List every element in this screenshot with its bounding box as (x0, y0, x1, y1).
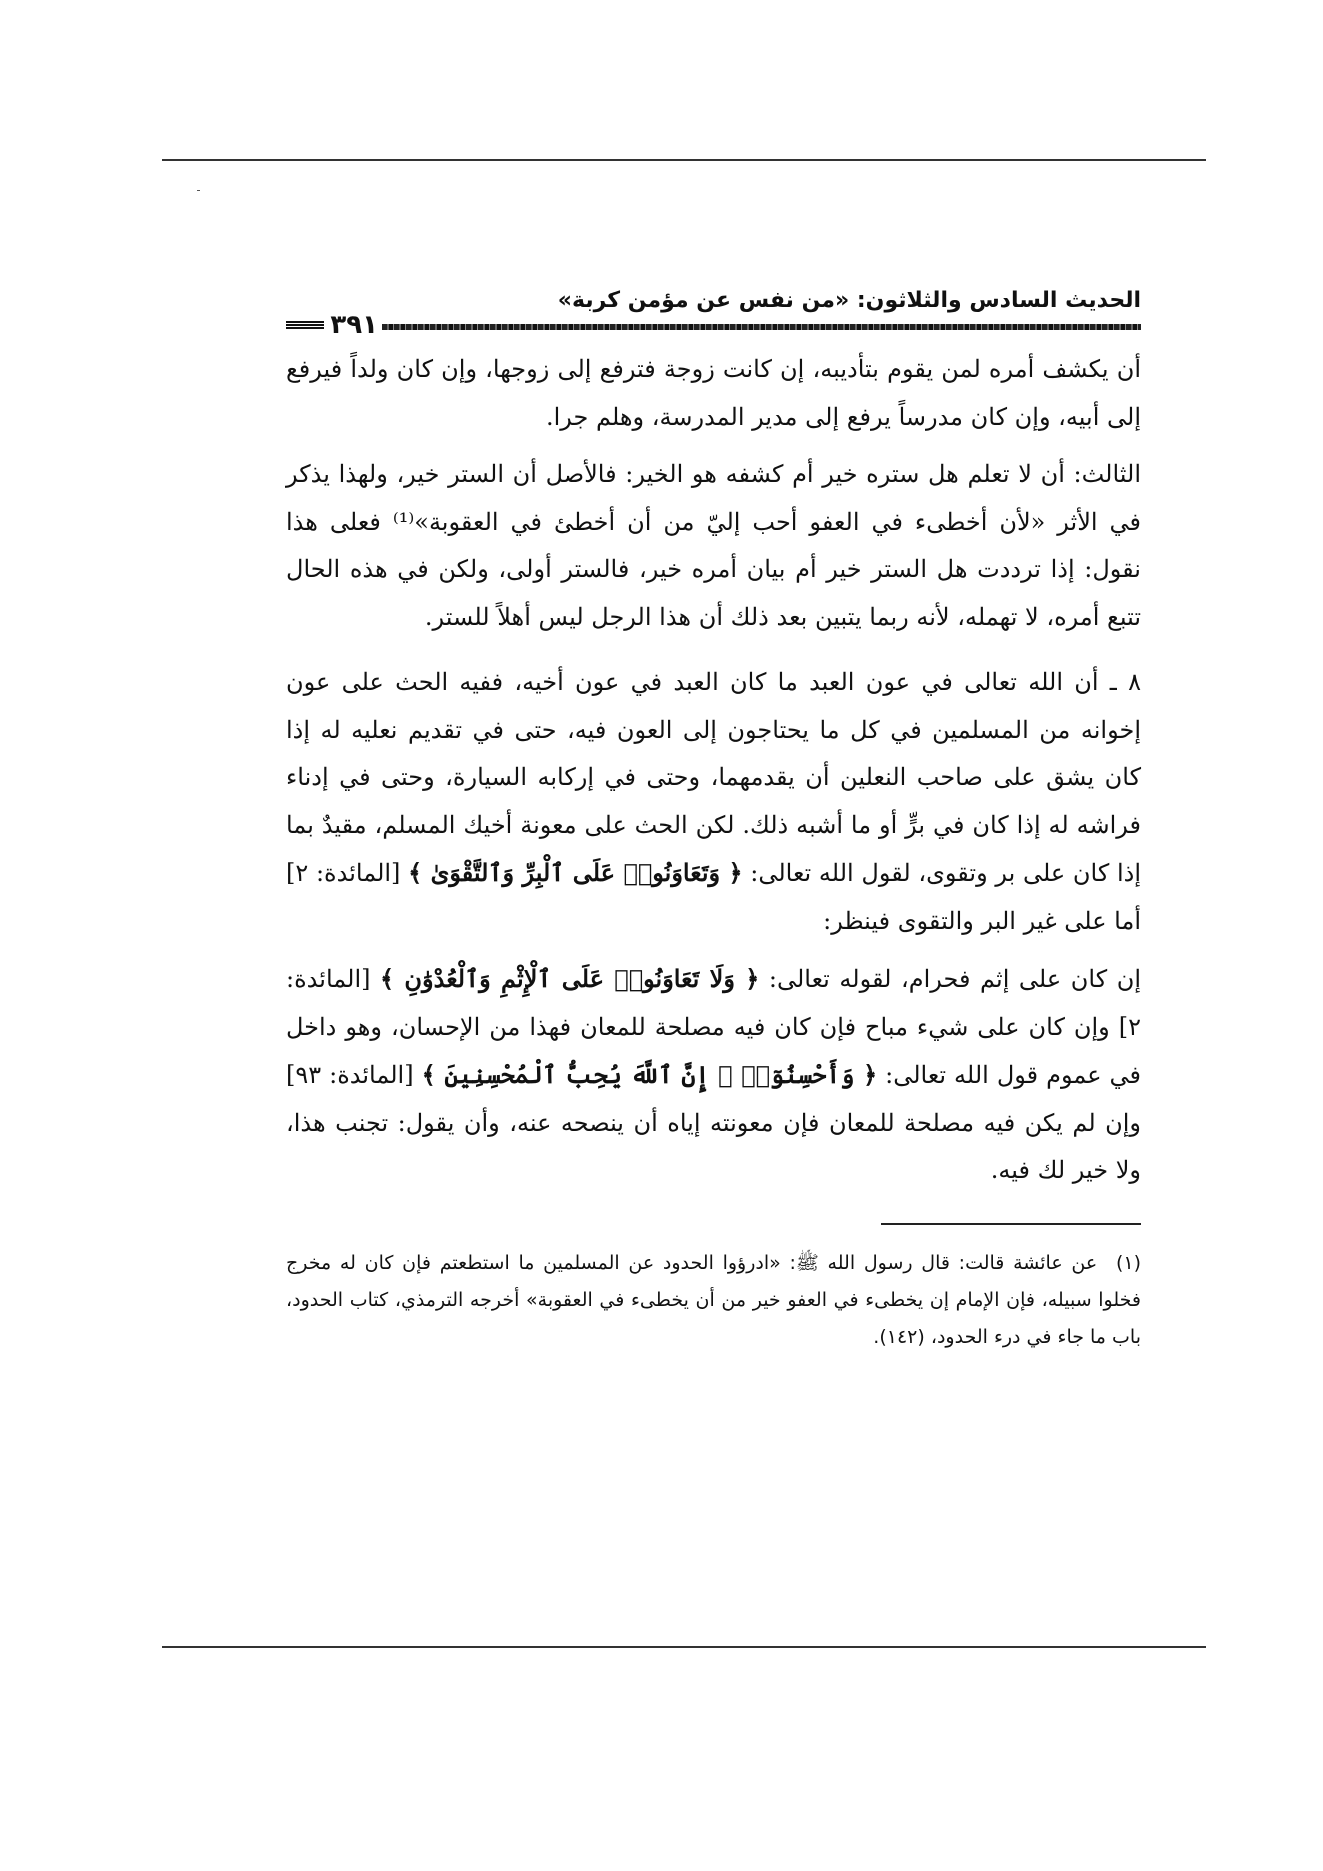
header-rule (382, 324, 1141, 330)
paragraph-4-continued: [المائدة: ٢] وإن كان على شيء مباح فإن كان فيه مصلحة للمعان فهذا من الإحسان، وهو داخل في عموم قول الله تعالى: (286, 965, 1142, 1089)
paragraph-4-end: [المائدة: ٩٣] وإن لم يكن فيه مصلحة للمعان فإن معونته إياه أن ينصحه عنه، وأن يقول: تجنب هذا، ولا خير لك فيه. (286, 1061, 1141, 1184)
running-title: الحديث السادس والثلاثون: «من نفس عن مؤمن كربة» (557, 288, 1141, 313)
footnote-number: (١) (1115, 1251, 1141, 1274)
page-header (286, 288, 1141, 346)
footnote-separator (881, 1223, 1141, 1225)
scan-speck (197, 190, 200, 191)
scan-frame-bottom-line (162, 1646, 1206, 1648)
paragraph-3 (286, 659, 1141, 945)
footnote (286, 1245, 1141, 1356)
paragraph-4-text: إن كان على إثم فحرام، لقوله تعالى: (768, 965, 1141, 993)
quran-verse-2: ﴿ وَلَا تَعَاوَنُوا۟ عَلَى ٱلْإِثْمِ وَٱلْعُدْوَٰنِ ﴾ (380, 964, 760, 993)
scan-frame-top-line (162, 159, 1206, 161)
body-text (286, 346, 1141, 1195)
page-number (286, 310, 378, 340)
footnote-text: عن عائشة قالت: قال رسول الله ﷺ: «ادرؤوا الحدود عن المسلمين ما استطعتم فإن كان له مخرج فخلوا سبيله، فإن الإمام إن يخطىء في العفو خير من أن يخطىء في العقوبة» أخرجه الترمذي، كتاب الحدود، باب ما جاء في درء الحدود، (١٤٢). (286, 1251, 1141, 1348)
paragraph-2: الثالث: أن لا تعلم هل ستره خير أم كشفه هو الخير: فالأصل أن الستر خير، ولهذا يذكر في الأثر «لأن أخطىء في العفو أحب إليّ من أن أخطئ في العقوبة»⁽¹⁾ فعلى هذا نقول: إذا ترددت هل الستر خير أم بيان أمره خير، فالستر أولى، ولكن في هذه الحال تتبع أمره، لا تهمله، لأنه ربما يتبين بعد ذلك أن هذا الرجل ليس أهلاً للستر. (286, 460, 1142, 631)
paragraph-3-text: ٨ ـ أن الله تعالى في عون العبد ما كان العبد في عون أخيه، ففيه الحث على عون إخوانه من المسلمين في كل ما يحتاجون إلى العون فيه، حتى في تقديم نعليه له إذا كان يشق على صاحب النعلين أن يقدمهما، وحتى في إركابه السيارة، وحتى في إدناء فراشه له إذا كان في برٍّ أو ما أشبه ذلك. لكن الحث على معونة أخيك المسلم، مقيدٌ بما إذا كان على بر وتقوى، لقول الله تعالى: (286, 668, 1142, 887)
quran-verse-1: ﴿ وَتَعَاوَنُوا۟ عَلَى ٱلْبِرِّ وَٱلتَّقْوَىٰ ﴾ (408, 858, 743, 887)
quran-verse-3: ﴿ وَأَحْسِنُوٓا۟ ۛ إِنَّ ٱللَّهَ يُحِبُّ ٱلْمُحْسِنِينَ ﴾ (421, 1060, 878, 1089)
verse-1-citation: [المائدة: ٢] أما على غير البر والتقوى فينظر: (286, 859, 1141, 935)
page-number-value: ٣٩١ (330, 310, 378, 340)
paragraph-4 (286, 955, 1141, 1195)
page-number-ornament (286, 321, 324, 329)
paragraph-1: أن يكشف أمره لمن يقوم بتأديبه، إن كانت زوجة فترفع إلى زوجها، وإن كان ولداً فيرفع إلى أبيه، وإن كان مدرساً يرفع إلى مدير المدرسة، وهلم جرا. (286, 355, 1141, 431)
book-page (286, 288, 1141, 1356)
